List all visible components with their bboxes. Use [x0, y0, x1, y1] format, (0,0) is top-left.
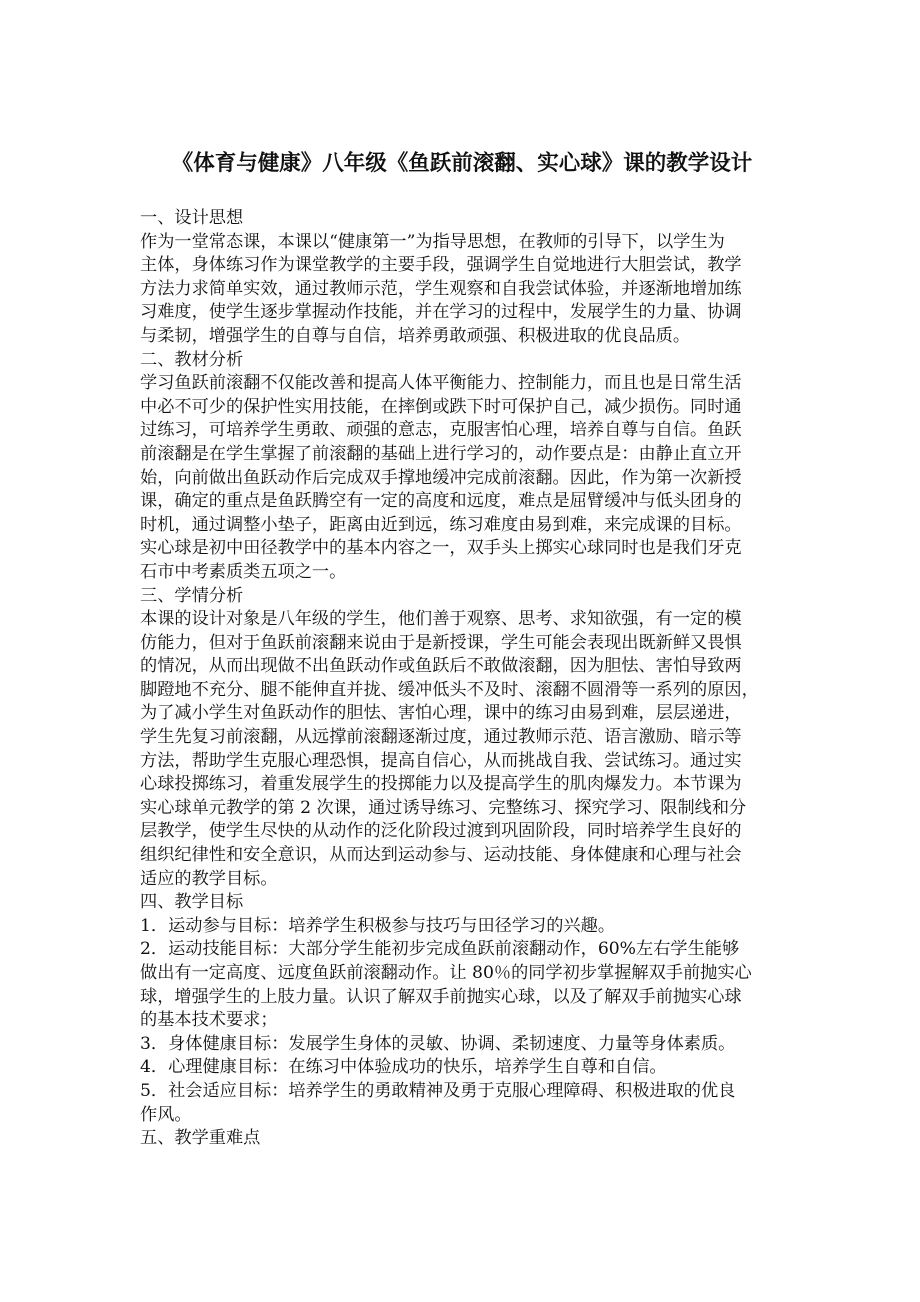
heading-material-analysis: 二、教材分析 — [140, 349, 244, 370]
document-body — [140, 207, 784, 1151]
goal-item-continued: 球，增强学生的上肢力量。认识了解双手前抛实心球，以及了解双手前抛实心球 — [140, 986, 742, 1007]
goal-item-continued: 做出有一定高度、远度鱼跃前滚翻动作。让 80％的同学初步掌握解双手前抛实心 — [140, 963, 752, 983]
paragraph-line: 过练习，可培养学生勇敢、顽强的意志，克服害怕心理，培养自尊与自信。鱼跃 — [140, 420, 742, 441]
paragraph-line: 实心球单元教学的第 2 次课，通过诱导练习、完整练习、探究学习、限制线和分 — [140, 797, 747, 818]
heading-learner-analysis: 三、学情分析 — [140, 585, 244, 606]
paragraph-line: 方法，帮助学生克服心理恐惧，提高自信心，从而挑战自我、尝试练习。通过实 — [140, 750, 742, 771]
paragraph-line: 本课的设计对象是八年级的学生，他们善于观察、思考、求知欲强，有一定的模 — [140, 609, 742, 630]
goal-item: 1．运动参与目标：培养学生积极参与技巧与田径学习的兴趣。 — [140, 915, 616, 936]
goal-item: 5．社会适应目标：培养学生的勇敢精神及勇于克服心理障碍、积极进取的优良 — [140, 1080, 736, 1101]
paragraph-line: 为了减小学生对鱼跃动作的胆怯、害怕心理，课中的练习由易到难，层层递进， — [140, 703, 742, 724]
goal-item: 2．运动技能目标：大部分学生能初步完成鱼跃前滚翻动作，60%左右学生能够 — [140, 939, 740, 960]
paragraph-line: 层教学，使学生尽快的从动作的泛化阶段过渡到巩固阶段，同时培养学生良好的 — [140, 821, 742, 842]
paragraph-line: 适应的教学目标。 — [140, 868, 278, 889]
paragraph-line: 作为一堂常态课，本课以“健康第一”为指导思想，在教师的引导下，以学生为 — [140, 231, 725, 252]
paragraph-line: 与柔韧，增强学生的自尊与自信，培养勇敢顽强、积极进取的优良品质。 — [140, 325, 691, 346]
paragraph-line: 石市中考素质类五项之一。 — [140, 561, 347, 582]
paragraph-line: 习难度，使学生逐步掌握动作技能，并在学习的过程中，发展学生的力量、协调 — [140, 302, 742, 323]
paragraph-line: 仿能力，但对于鱼跃前滚翻来说由于是新授课，学生可能会表现出既新鲜又畏惧 — [140, 632, 742, 653]
paragraph-line: 主体，身体练习作为课堂教学的主要手段，强调学生自觉地进行大胆尝试，教学 — [140, 255, 742, 276]
paragraph-line: 课，确定的重点是鱼跃腾空有一定的高度和远度，难点是屈臂缓冲与低头团身的 — [140, 491, 742, 512]
goal-item-continued: 作风。 — [140, 1104, 192, 1125]
paragraph-line: 实心球是初中田径教学中的基本内容之一，双手头上掷实心球同时也是我们牙克 — [140, 538, 742, 559]
heading-teaching-goals: 四、教学目标 — [140, 892, 244, 913]
paragraph-line: 学生先复习前滚翻，从远撑前滚翻逐渐过度，通过教师示范、语言激励、暗示等 — [140, 727, 742, 748]
paragraph-line: 前滚翻是在学生掌握了前滚翻的基础上进行学习的，动作要点是：由静止直立开 — [140, 443, 742, 464]
paragraph-line: 学习鱼跃前滚翻不仅能改善和提高人体平衡能力、控制能力，而且也是日常生活 — [140, 373, 742, 394]
paragraph-line: 中必不可少的保护性实用技能，在摔倒或跌下时可保护自己，减少损伤。同时通 — [140, 396, 742, 417]
paragraph-line: 时机，通过调整小垫子，距离由近到远，练习难度由易到难，来完成课的目标。 — [140, 514, 742, 535]
goal-item: 4．心理健康目标：在练习中体验成功的快乐，培养学生自尊和自信。 — [140, 1057, 667, 1078]
paragraph-line: 组织纪律性和安全意识，从而达到运动参与、运动技能、身体健康和心理与社会 — [140, 845, 742, 866]
paragraph-line: 始，向前做出鱼跃动作后完成双手撑地缓冲完成前滚翻。因此，作为第一次新授 — [140, 467, 742, 488]
heading-key-difficult-points: 五、教学重难点 — [140, 1128, 261, 1149]
goal-item-continued: 的基本技术要求； — [140, 1010, 278, 1031]
document-title: 《体育与健康》八年级《鱼跃前滚翻、实心球》课的教学设计 — [171, 151, 753, 176]
paragraph-line: 方法力求简单实效，通过教师示范，学生观察和自我尝试体验，并逐渐地增加练 — [140, 278, 742, 299]
goal-item: 3．身体健康目标：发展学生身体的灵敏、协调、柔韧速度、力量等身体素质。 — [140, 1033, 736, 1054]
paragraph-line: 心球投掷练习，着重发展学生的投掷能力以及提高学生的肌肉爆发力。本节课为 — [140, 774, 742, 795]
paragraph-line: 脚蹬地不充分、腿不能伸直并拢、缓冲低头不及时、滚翻不圆滑等一系列的原因， — [140, 679, 759, 700]
paragraph-line: 的情况，从而出现做不出鱼跃动作或鱼跃后不敢做滚翻，因为胆怯、害怕导致两 — [140, 656, 742, 677]
heading-design-idea: 一、设计思想 — [140, 208, 244, 228]
